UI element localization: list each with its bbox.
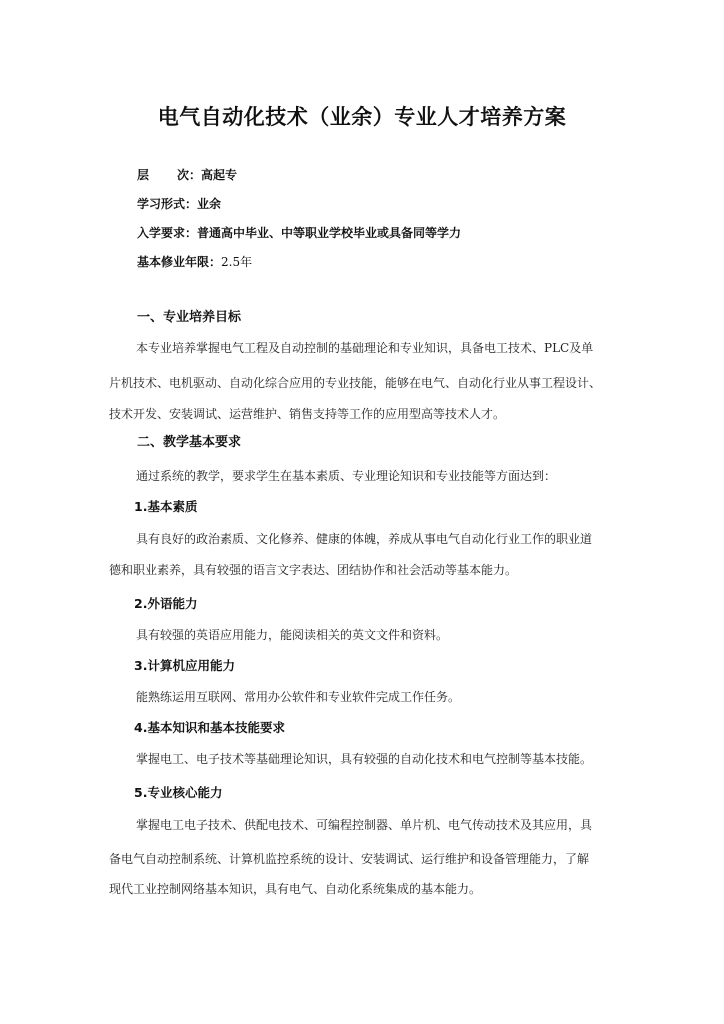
item4-line: 掌握电工、电子技术等基础理论知识，具有较强的自动化技术和电气控制等基本技能。 [136,752,593,766]
item3-line: 能熟练运用互联网、常用办公软件和专业软件完成工作任务。 [136,690,461,704]
meta-admission-value: 普通高中毕业、中等职业学校毕业或具备同等学力 [197,226,462,240]
meta-duration-value: 2.5年 [221,255,253,269]
section1-line: 技术开发、安装调试、运营维护、销售支持等工作的应用型高等技术人才。 [109,407,506,421]
section1-line: 片机技术、电机驱动、自动化综合应用的专业技能，能够在电气、自动化行业从事工程设计、 [109,376,602,390]
item5-line: 现代工业控制网络基本知识，具有电气、自动化系统集成的基本能力。 [109,882,482,896]
item1-line: 具有良好的政治素质、文化修养、健康的体魄，养成从事电气自动化行业工作的职业道 [136,532,593,546]
meta-level [137,166,237,184]
item2-heading: 2.外语能力 [134,596,198,611]
item1-line: 德和职业素养，具有较强的语言文字表达、团结协作和社会活动等基本能力。 [109,563,518,577]
section1-heading: 一、专业培养目标 [137,310,242,325]
item1-heading: 1.基本素质 [134,499,198,514]
meta-level-value: 高起专 [201,168,238,182]
meta-level-label: 层 [137,168,150,182]
page-title: 电气自动化技术（业余）专业人才培养方案 [157,105,567,129]
item5-line: 备电气自动控制系统、计算机监控系统的设计、安装调试、运行维护和设备管理能力，了解 [109,852,590,866]
meta-level-label2: 次： [177,168,202,182]
meta-study-form-value: 业余 [197,197,222,211]
meta-study-form [137,195,221,213]
meta-study-form-label: 学习形式： [137,197,198,211]
item3-heading: 3.计算机应用能力 [134,658,235,673]
meta-duration-label: 基本修业年限： [137,255,222,269]
section1-line: 本专业培养掌握电气工程及自动控制的基础理论和专业知识，具备电工技术、PLC及单 [136,341,594,355]
item2-line: 具有较强的英语应用能力，能阅读相关的英文文件和资料。 [136,628,449,642]
item5-heading: 5.专业核心能力 [134,785,223,800]
meta-duration [137,253,252,271]
meta-admission [137,224,461,242]
item5-line: 掌握电工电子技术、供配电技术、可编程控制器、单片机、电气传动技术及其应用，具 [136,818,593,832]
item4-heading: 4.基本知识和基本技能要求 [134,720,285,735]
section2-heading: 二、教学基本要求 [137,435,242,450]
meta-admission-label: 入学要求： [137,226,198,240]
section2-intro: 通过系统的教学，要求学生在基本素质、专业理论知识和专业技能等方面达到： [136,469,557,483]
